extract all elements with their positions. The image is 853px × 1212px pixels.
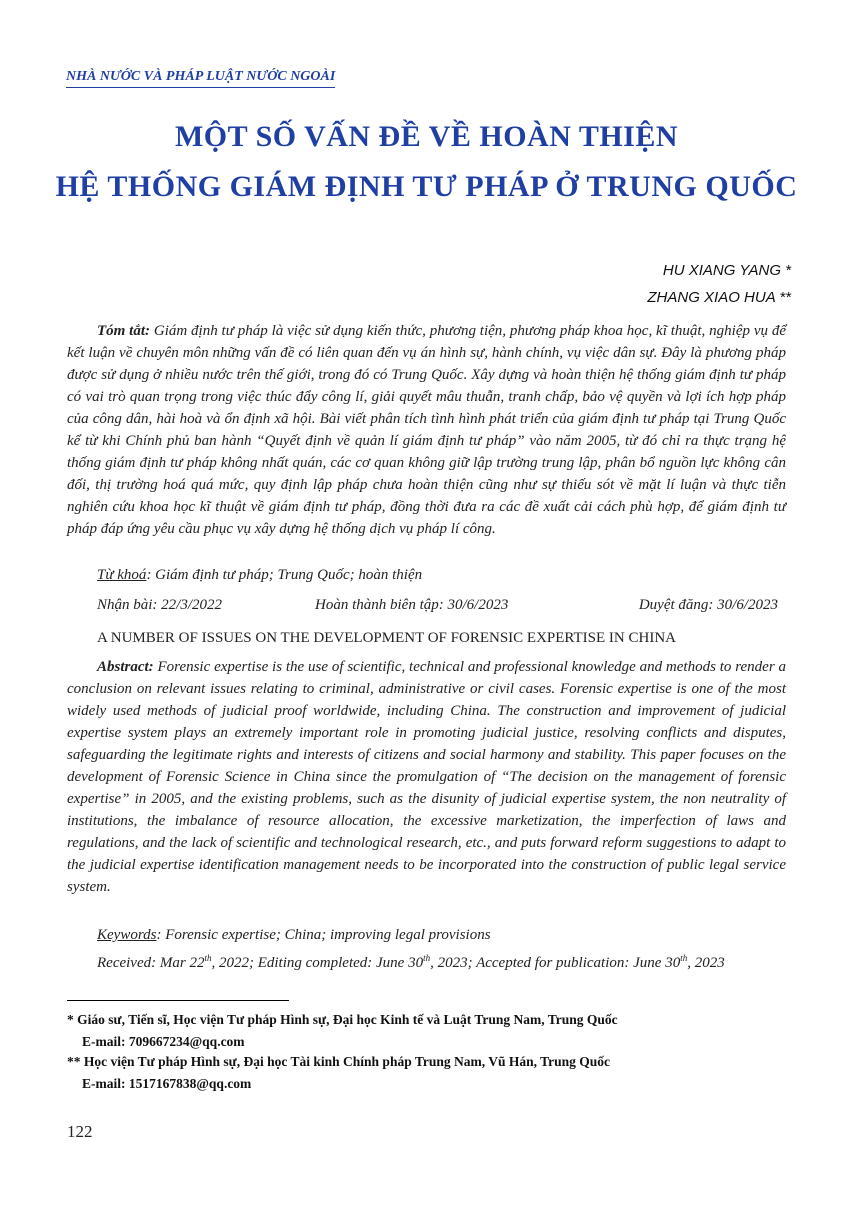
abstract-vi-label: Tóm tắt:	[97, 323, 151, 339]
author-2: ZHANG XIAO HUA **	[647, 289, 791, 306]
keywords-vi-text: : Giám định tư pháp; Trung Quốc; hoàn thiện	[146, 567, 423, 583]
received-part-4: , 2023	[687, 955, 725, 971]
footnote-1-email[interactable]: E-mail: 709667234@qq.com	[82, 1034, 245, 1049]
received-sup-1: th	[204, 953, 212, 963]
keywords-en-text: : Forensic expertise; China; improving legal provisions	[156, 927, 491, 943]
date-edited: Hoàn thành biên tập: 30/6/2023	[315, 597, 509, 613]
date-accepted: Duyệt đăng: 30/6/2023	[638, 597, 778, 613]
date-received: Nhận bài: 22/3/2022	[97, 597, 223, 613]
footnote-2-email[interactable]: E-mail: 1517167838@qq.com	[82, 1076, 252, 1091]
received-part-1: Received: Mar 22	[97, 955, 205, 971]
author-1: HU XIANG YANG *	[662, 262, 791, 279]
article-title-line-1: MỘT SỐ VẤN ĐỀ VỀ HOÀN THIỆN	[174, 120, 679, 153]
abstract-vietnamese	[67, 320, 786, 540]
footnote-1: * Giáo sư, Tiến sĩ, Học viện Tư pháp Hình sự, Đại học Kinh tế và Luật Trung Nam, Trung Quốc	[67, 1012, 618, 1027]
footnote-divider	[67, 1000, 289, 1001]
section-header: NHÀ NƯỚC VÀ PHÁP LUẬT NƯỚC NGOÀI	[66, 69, 335, 88]
received-part-3: , 2023; Accepted for publication: June 30	[430, 955, 681, 971]
abstract-vi-text: Giám định tư pháp là việc sử dụng kiến thức, phương tiện, phương pháp khoa học, kĩ thuật, nghiệp vụ để kết luận về chuyên môn những vấn đề có liên quan đến vụ án hình sự, hành chính, vụ việc dân sự. Đây là phương pháp được sử dụng ở nhiều nước trên thế giới, trong đó có Trung Quốc. Xây dựng và hoàn thiện hệ thống giám định tư pháp có vai trò quan trọng trong việc thúc đẩy công lí, giải quyết mâu thuẫn, tranh chấp, bảo vệ quyền và lợi ích hợp pháp của công dân, hài hoà và ổn định xã hội. Bài viết phân tích tình hình phát triển của giám định tư pháp tại Trung Quốc kể từ khi Chính phủ ban hành “Quyết định về quản lí giám định tư pháp” vào năm 2005, từ đó chỉ ra thực trạng hệ thống giám định tư pháp không nhất quán, các cơ quan không giữ lập trường trung lập, phân bổ nguồn lực không cân đối, thị trường hoá quá mức, quy định lập pháp chưa hoàn thiện cũng như sự thiếu sót về mặt lí luận và thực tiễn nghiên cứu khoa học kĩ thuật về giám định tư pháp, đồng thời đưa ra các đề xuất cải cách phù hợp, để giám định tư pháp đáp ứng yêu cầu phục vụ xây dựng hệ thống dịch vụ pháp lí công.	[67, 323, 786, 537]
received-dates-english	[97, 953, 725, 972]
received-sup-3: th	[680, 953, 688, 963]
english-title: A NUMBER OF ISSUES ON THE DEVELOPMENT OF FORENSIC EXPERTISE IN CHINA	[97, 630, 677, 646]
article-title-line-2: HỆ THỐNG GIÁM ĐỊNH TƯ PHÁP Ở TRUNG QUỐC	[55, 170, 798, 203]
received-sup-2: th	[423, 953, 431, 963]
keywords-vietnamese	[97, 567, 422, 584]
keywords-vi-label: Từ khoá	[97, 567, 147, 583]
keywords-en-label: Keywords	[97, 927, 157, 943]
abstract-english	[67, 656, 786, 898]
keywords-english	[97, 927, 491, 944]
page-number: 122	[67, 1122, 93, 1141]
abstract-en-label: Abstract:	[97, 659, 154, 675]
received-part-2: , 2022; Editing completed: June 30	[211, 955, 424, 971]
footnote-2: ** Học viện Tư pháp Hình sự, Đại học Tài kinh Chính pháp Trung Nam, Vũ Hán, Trung Quốc	[67, 1054, 611, 1069]
abstract-en-text: Forensic expertise is the use of scientific, technical and professional knowledge and methods to render a conclusion on relevant issues relating to criminal, administrative or civil cases. Forensic expertise is one of the most widely used methods of judicial proof worldwide, including China. The construction and improvement of judicial expertise system plays an extremely important role in promoting judicial justice, resolving conflicts and disputes, safeguarding the legitimate rights and interests of citizens and social harmony and stability. This paper focuses on the development of Forensic Science in China since the promulgation of “The decision on the management of forensic expertise” in 2005, and the existing problems, such as the disunity of judicial expertise system, the non neutrality of institutions, the imbalance of resource allocation, the excessive marketization, the imperfection of laws and regulations, and the lack of scientific and technological research, etc., and puts forward reform suggestions to adapt to the judicial expertise identification management needs to be incorporated into the construction of public legal service system.	[67, 659, 786, 895]
